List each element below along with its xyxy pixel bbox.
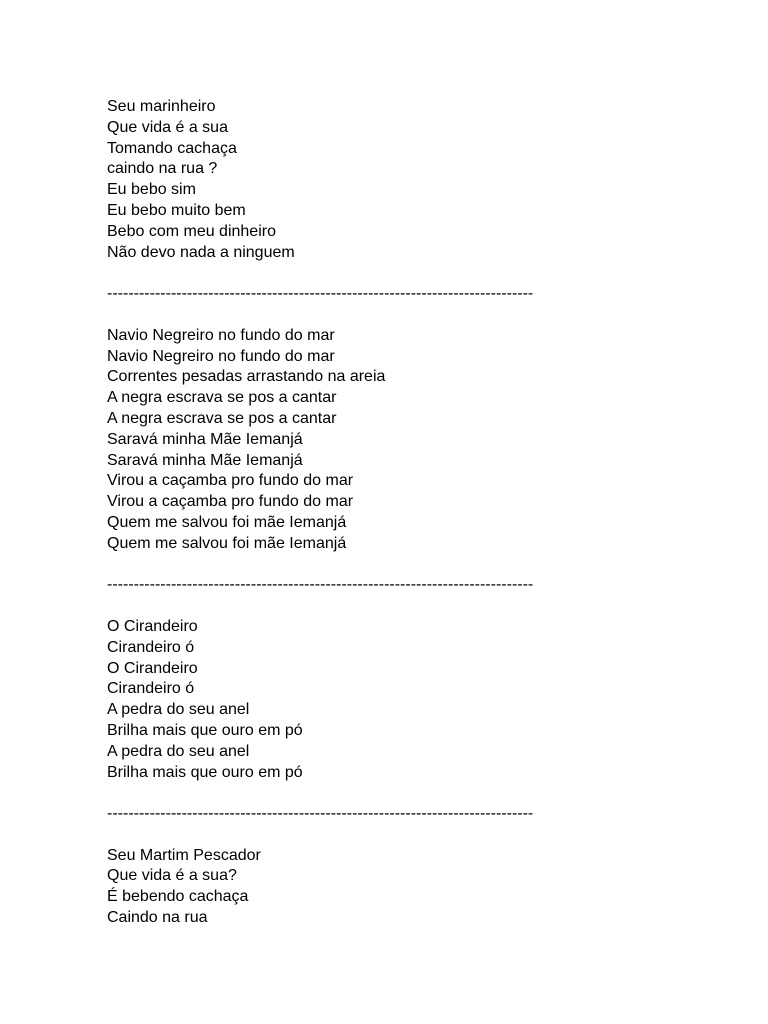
verse-line: Tomando cachaça bbox=[107, 139, 237, 157]
verse-seu-martim-pescador bbox=[107, 846, 707, 929]
blank-line bbox=[107, 263, 707, 284]
verse-line: Cirandeiro ó bbox=[107, 680, 195, 698]
verse-line: Saravá minha Mãe Iemanjá bbox=[107, 451, 303, 469]
verse-navio-negreiro bbox=[107, 326, 707, 555]
verse-line: Cirandeiro ó bbox=[107, 638, 195, 656]
blank-line bbox=[107, 555, 707, 576]
separator-line: -------------------------------------------------------------------------------- bbox=[107, 805, 534, 823]
verse-line: Quem me salvou foi mãe Iemanjá bbox=[107, 534, 347, 552]
verse-seu-marinheiro bbox=[107, 97, 707, 263]
verse-line: Seu marinheiro bbox=[107, 98, 216, 115]
blank-line bbox=[107, 783, 707, 804]
verse-line: Brilha mais que ouro em pó bbox=[107, 721, 303, 739]
verse-line: caindo na rua ? bbox=[107, 160, 218, 178]
verse-line: O Cirandeiro bbox=[107, 659, 198, 677]
verse-line: Brilha mais que ouro em pó bbox=[107, 763, 303, 781]
verse-line: Que vida é a sua? bbox=[107, 867, 237, 885]
lyrics-document bbox=[107, 97, 707, 929]
verse-line: A negra escrava se pos a cantar bbox=[107, 409, 337, 427]
verse-line: Virou a caçamba pro fundo do mar bbox=[107, 493, 354, 511]
verse-line: Eu bebo muito bem bbox=[107, 201, 246, 219]
verse-line: Saravá minha Mãe Iemanjá bbox=[107, 430, 303, 448]
verse-line: É bebendo cachaça bbox=[107, 888, 249, 906]
verse-line: Eu bebo sim bbox=[107, 181, 196, 199]
verse-line: A negra escrava se pos a cantar bbox=[107, 389, 337, 407]
separator-line: -------------------------------------------------------------------------------- bbox=[107, 576, 534, 594]
verse-line: O Cirandeiro bbox=[107, 617, 198, 635]
verse-line: A pedra do seu anel bbox=[107, 701, 250, 719]
verse-line: A pedra do seu anel bbox=[107, 742, 250, 760]
blank-line bbox=[107, 305, 707, 326]
verse-line: Não devo nada a ninguem bbox=[107, 243, 295, 261]
verse-line: Navio Negreiro no fundo do mar bbox=[107, 326, 335, 344]
verse-line: Que vida é a sua bbox=[107, 118, 228, 136]
verse-line: Bebo com meu dinheiro bbox=[107, 222, 276, 240]
verse-line: Correntes pesadas arrastando na areia bbox=[107, 368, 386, 386]
verse-line: Quem me salvou foi mãe Iemanjá bbox=[107, 513, 347, 531]
verse-o-cirandeiro bbox=[107, 617, 707, 783]
verse-line: Seu Martim Pescador bbox=[107, 846, 261, 864]
separator-line: -------------------------------------------------------------------------------- bbox=[107, 285, 534, 303]
blank-line bbox=[107, 825, 707, 846]
verse-line: Navio Negreiro no fundo do mar bbox=[107, 347, 335, 365]
blank-line bbox=[107, 596, 707, 617]
verse-line: Caindo na rua bbox=[107, 909, 208, 927]
verse-line: Virou a caçamba pro fundo do mar bbox=[107, 472, 354, 490]
